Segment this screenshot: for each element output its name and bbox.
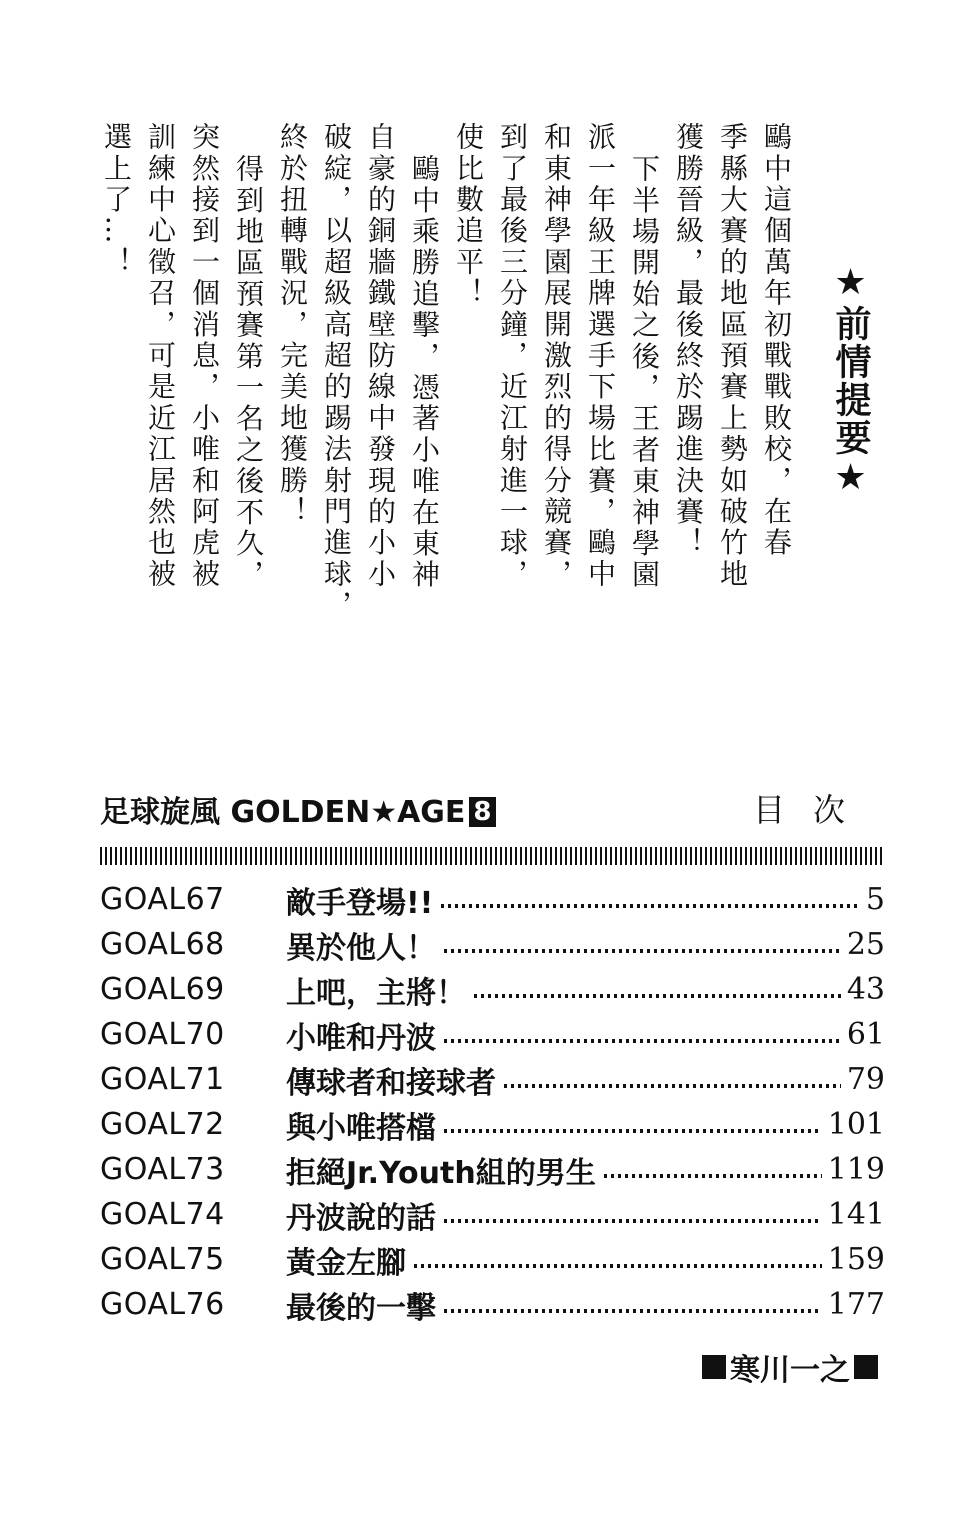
page-number: 5	[865, 882, 885, 917]
dot-leader	[444, 1219, 822, 1223]
chapter-title: 上吧，主將！	[286, 975, 466, 1011]
chapter-title: 最後的一擊	[286, 1290, 436, 1326]
dot-leader	[441, 904, 860, 908]
goal-number: GOAL69	[100, 972, 225, 1007]
synopsis-line: 派一年級王牌選手下場比賽，鷗中	[584, 122, 617, 590]
synopsis-line: 終於扭轉戰況，完美地獲勝！	[276, 122, 309, 528]
table-of-contents	[100, 785, 885, 1327]
toc-title: 目次	[752, 791, 873, 829]
toc-entry	[100, 1057, 885, 1102]
synopsis-line: 獲勝晉級，最後終於踢進決賽！	[672, 122, 705, 559]
synopsis-line: 自豪的銅牆鐵壁防線中發現的小小	[364, 122, 397, 590]
synopsis-line: 和東神學園展開激烈的得分競賽，	[540, 122, 573, 590]
toc-entry	[100, 1102, 885, 1147]
series-title	[100, 787, 496, 831]
dot-leader	[474, 994, 841, 998]
goal-number: GOAL70	[100, 1017, 225, 1052]
chapter-title: 小唯和丹波	[286, 1020, 436, 1056]
synopsis-line: 鷗中這個萬年初戰戰敗校，在春	[760, 122, 793, 559]
synopsis-text	[94, 122, 798, 621]
synopsis-line: 使比數追平！	[452, 122, 485, 310]
dot-leader	[604, 1174, 822, 1178]
toc-entry	[100, 1012, 885, 1057]
chapter-title: 黃金左腳	[286, 1245, 406, 1281]
toc-entry	[100, 1192, 885, 1237]
goal-number: GOAL68	[100, 927, 225, 962]
dot-leader	[444, 1309, 822, 1313]
chapter-title: 敵手登場!!	[286, 885, 434, 921]
toc-entry	[100, 967, 885, 1012]
chapter-title: 丹波說的話	[286, 1200, 436, 1236]
page-number: 177	[827, 1287, 885, 1322]
page-number: 119	[827, 1152, 885, 1187]
goal-number: GOAL73	[100, 1152, 225, 1187]
goal-number: GOAL72	[100, 1107, 225, 1142]
synopsis-section	[100, 122, 871, 632]
toc-entry	[100, 1282, 885, 1327]
page-number: 25	[846, 927, 885, 962]
synopsis-heading: ★前情提要★	[830, 262, 871, 500]
toc-list	[100, 877, 885, 1327]
toc-divider-bar	[100, 847, 885, 865]
chapter-title: 與小唯搭檔	[286, 1110, 436, 1146]
page-number: 101	[827, 1107, 885, 1142]
dot-leader	[414, 1264, 822, 1268]
goal-number: GOAL74	[100, 1197, 225, 1232]
synopsis-line: 選上了…！	[100, 122, 133, 278]
author-name: 寒川一之	[730, 1353, 850, 1388]
square-bullet-icon	[854, 1355, 878, 1379]
page-number: 79	[846, 1062, 885, 1097]
toc-entry	[100, 1237, 885, 1282]
goal-number: GOAL67	[100, 882, 225, 917]
goal-number: GOAL75	[100, 1242, 225, 1277]
volume-badge: 8	[469, 797, 495, 827]
page-number: 159	[827, 1242, 885, 1277]
synopsis-line: 季縣大賽的地區預賽上勢如破竹地	[716, 122, 749, 590]
page-number: 61	[846, 1017, 885, 1052]
synopsis-line: 訓練中心徵召，可是近江居然也被	[144, 122, 177, 590]
dot-leader	[444, 1129, 822, 1133]
synopsis-line: 突然接到一個消息，小唯和阿虎被	[188, 122, 221, 590]
synopsis-line: 下半場開始之後，王者東神學園	[628, 154, 661, 591]
chapter-title: 傳球者和接球者	[286, 1065, 496, 1101]
synopsis-line: 得到地區預賽第一名之後不久，	[232, 154, 265, 591]
dot-leader	[444, 1039, 841, 1043]
goal-number: GOAL71	[100, 1062, 225, 1097]
square-bullet-icon	[702, 1355, 726, 1379]
dot-leader	[444, 949, 841, 953]
author-credit	[702, 1345, 878, 1389]
dot-leader	[504, 1084, 841, 1088]
series-name: 足球旋風 GOLDEN★AGE	[100, 795, 466, 830]
chapter-title: 異於他人！	[286, 930, 436, 966]
synopsis-line: 破綻，以超級高超的踢法射門進球，	[320, 122, 353, 622]
toc-entry	[100, 1147, 885, 1192]
synopsis-line: 鷗中乘勝追擊，憑著小唯在東神	[408, 154, 441, 591]
page-number: 43	[846, 972, 885, 1007]
page-number: 141	[827, 1197, 885, 1232]
chapter-title: 拒絕Jr.Youth組的男生	[286, 1155, 596, 1191]
synopsis-line: 到了最後三分鐘，近江射進一球，	[496, 122, 529, 590]
toc-entry	[100, 877, 885, 922]
toc-entry	[100, 922, 885, 967]
toc-header	[100, 785, 885, 831]
goal-number: GOAL76	[100, 1287, 225, 1322]
